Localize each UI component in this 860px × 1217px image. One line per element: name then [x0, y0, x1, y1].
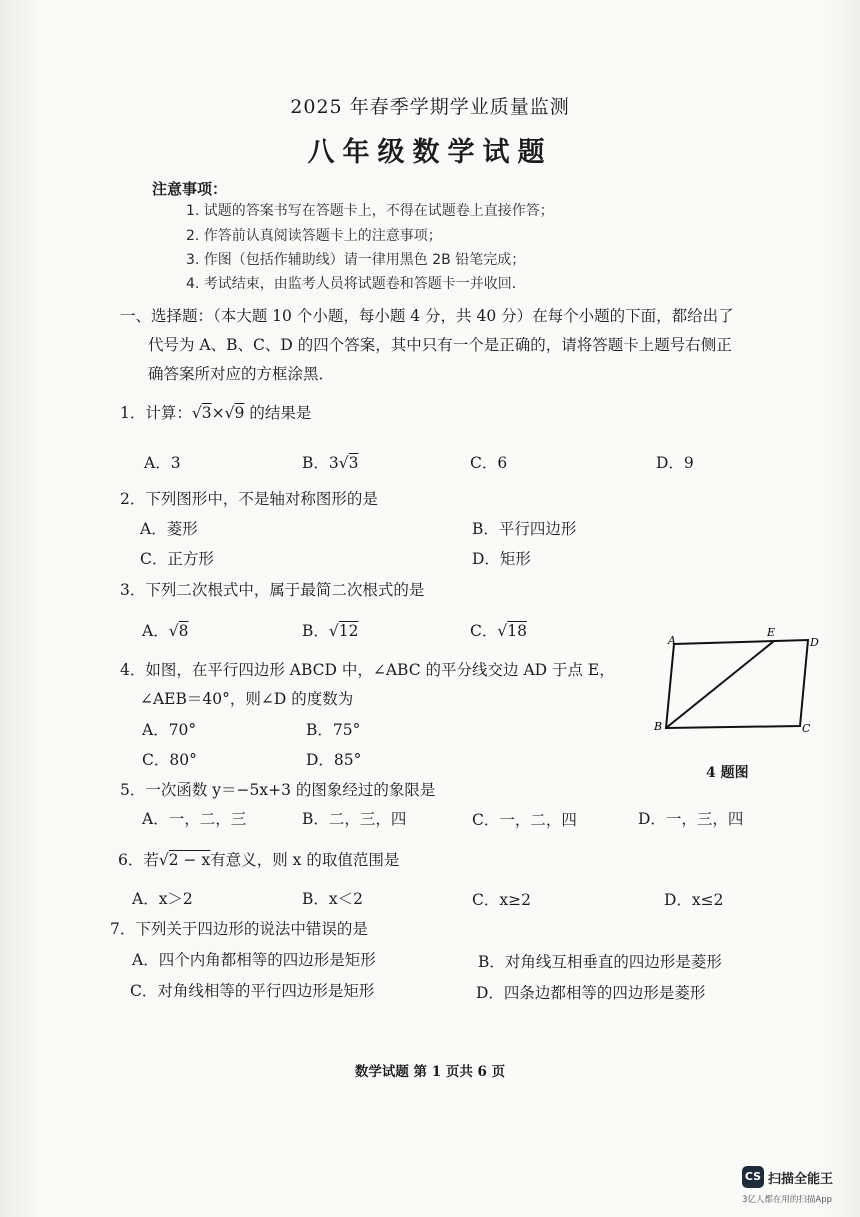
question-1-option-c: C．6 [470, 454, 508, 472]
question-6-option-d: D．x≤2 [664, 891, 724, 909]
question-5-option-d: D．一，三，四 [638, 810, 744, 828]
question-4-option-d: D．85° [306, 751, 362, 769]
exam-title: 八年级数学试题 [307, 137, 553, 168]
label-d: D [810, 636, 819, 649]
parallelogram-figure [652, 626, 822, 736]
question-7-option-c: C．对角线相等的平行四边形是矩形 [130, 982, 375, 1000]
parallelogram-abcd [666, 640, 808, 728]
scanner-logo-icon: CS [742, 1166, 764, 1188]
question-2-option-a: A．菱形 [140, 520, 198, 538]
question-5-stem: 5．一次函数 y＝−5x+3 的图象经过的象限是 [120, 781, 436, 799]
question-5-option-b: B．二，三，四 [302, 810, 407, 828]
question-3-option-c: C．√18 [470, 622, 527, 640]
question-7-option-a: A．四个内角都相等的四边形是矩形 [132, 951, 376, 969]
note-item: 3. 作图（包括作辅助线）请一律用黑色 2B 铅笔完成； [186, 252, 526, 268]
question-4-option-c: C．80° [142, 751, 197, 769]
section-instructions-line2: 代号为 A、B、C、D 的四个答案，其中只有一个是正确的，请将答题卡上题号右侧正 [148, 336, 732, 354]
notes-title: 注意事项： [152, 180, 228, 198]
question-5-option-a: A．一，二，三 [142, 810, 247, 828]
section-instructions-line1: 一、选择题：（本大题 10 个小题，每小题 4 分，共 40 分）在每个小题的下面，都给出了 [120, 307, 734, 325]
question-1-option-b: B．3√3 [302, 454, 359, 472]
question-2-option-d: D．矩形 [472, 550, 531, 568]
question-3-option-b: B．√12 [302, 622, 359, 640]
question-5-option-c: C．一，二，四 [472, 811, 577, 829]
question-6-option-c: C．x≥2 [472, 891, 531, 909]
label-e: E [767, 626, 776, 639]
exam-header: 2025 年春季学期学业质量监测 [290, 96, 570, 118]
page-footer: 数学试题 第 1 页共 6 页 [354, 1064, 506, 1080]
question-1-stem: 1．计算：√3×√9 的结果是 [120, 404, 312, 422]
figure-caption: 4 题图 [706, 765, 749, 781]
question-7-stem: 7．下列关于四边形的说法中错误的是 [110, 920, 368, 938]
label-a: A [668, 634, 676, 647]
question-6-option-b: B．x＜2 [302, 890, 363, 908]
question-7-option-b: B．对角线互相垂直的四边形是菱形 [478, 953, 722, 971]
section-instructions-line3: 确答案所对应的方框涂黑． [148, 365, 335, 383]
label-c: C [802, 722, 811, 735]
label-b: B [654, 720, 663, 733]
question-2-stem: 2．下列图形中，不是轴对称图形的是 [120, 490, 378, 508]
question-6-option-a: A．x＞2 [132, 890, 193, 908]
question-6-stem: 6．若√2 − x有意义，则 x 的取值范围是 [118, 851, 400, 869]
note-item: 2. 作答前认真阅读答题卡上的注意事项； [186, 228, 442, 244]
question-4-option-a: A．70° [142, 721, 197, 739]
question-7-option-d: D．四条边都相等的四边形是菱形 [476, 984, 706, 1002]
note-item: 1. 试题的答案书写在答题卡上，不得在试题卷上直接作答； [186, 203, 554, 219]
note-item: 4. 考试结束，由监考人员将试题卷和答题卡一并收回． [186, 276, 526, 292]
question-2-option-b: B．平行四边形 [472, 520, 577, 538]
question-4-option-b: B．75° [306, 721, 361, 739]
question-3-option-a: A．√8 [142, 622, 189, 640]
question-4-stem-line1: 4．如图，在平行四边形 ABCD 中，∠ABC 的平分线交边 AD 于点 E， [120, 661, 615, 679]
question-3-stem: 3．下列二次根式中，属于最简二次根式的是 [120, 581, 425, 599]
question-1-option-a: A．3 [144, 454, 181, 472]
question-4-stem-line2: ∠AEB＝40°，则∠D 的度数为 [140, 690, 354, 708]
scanner-brand: 扫描全能王 [768, 1172, 834, 1187]
scanner-tagline: 3亿人都在用的扫描App [742, 1195, 833, 1205]
question-2-option-c: C．正方形 [140, 550, 214, 568]
bisector-be [666, 641, 774, 728]
question-1-option-d: D．9 [656, 454, 694, 472]
